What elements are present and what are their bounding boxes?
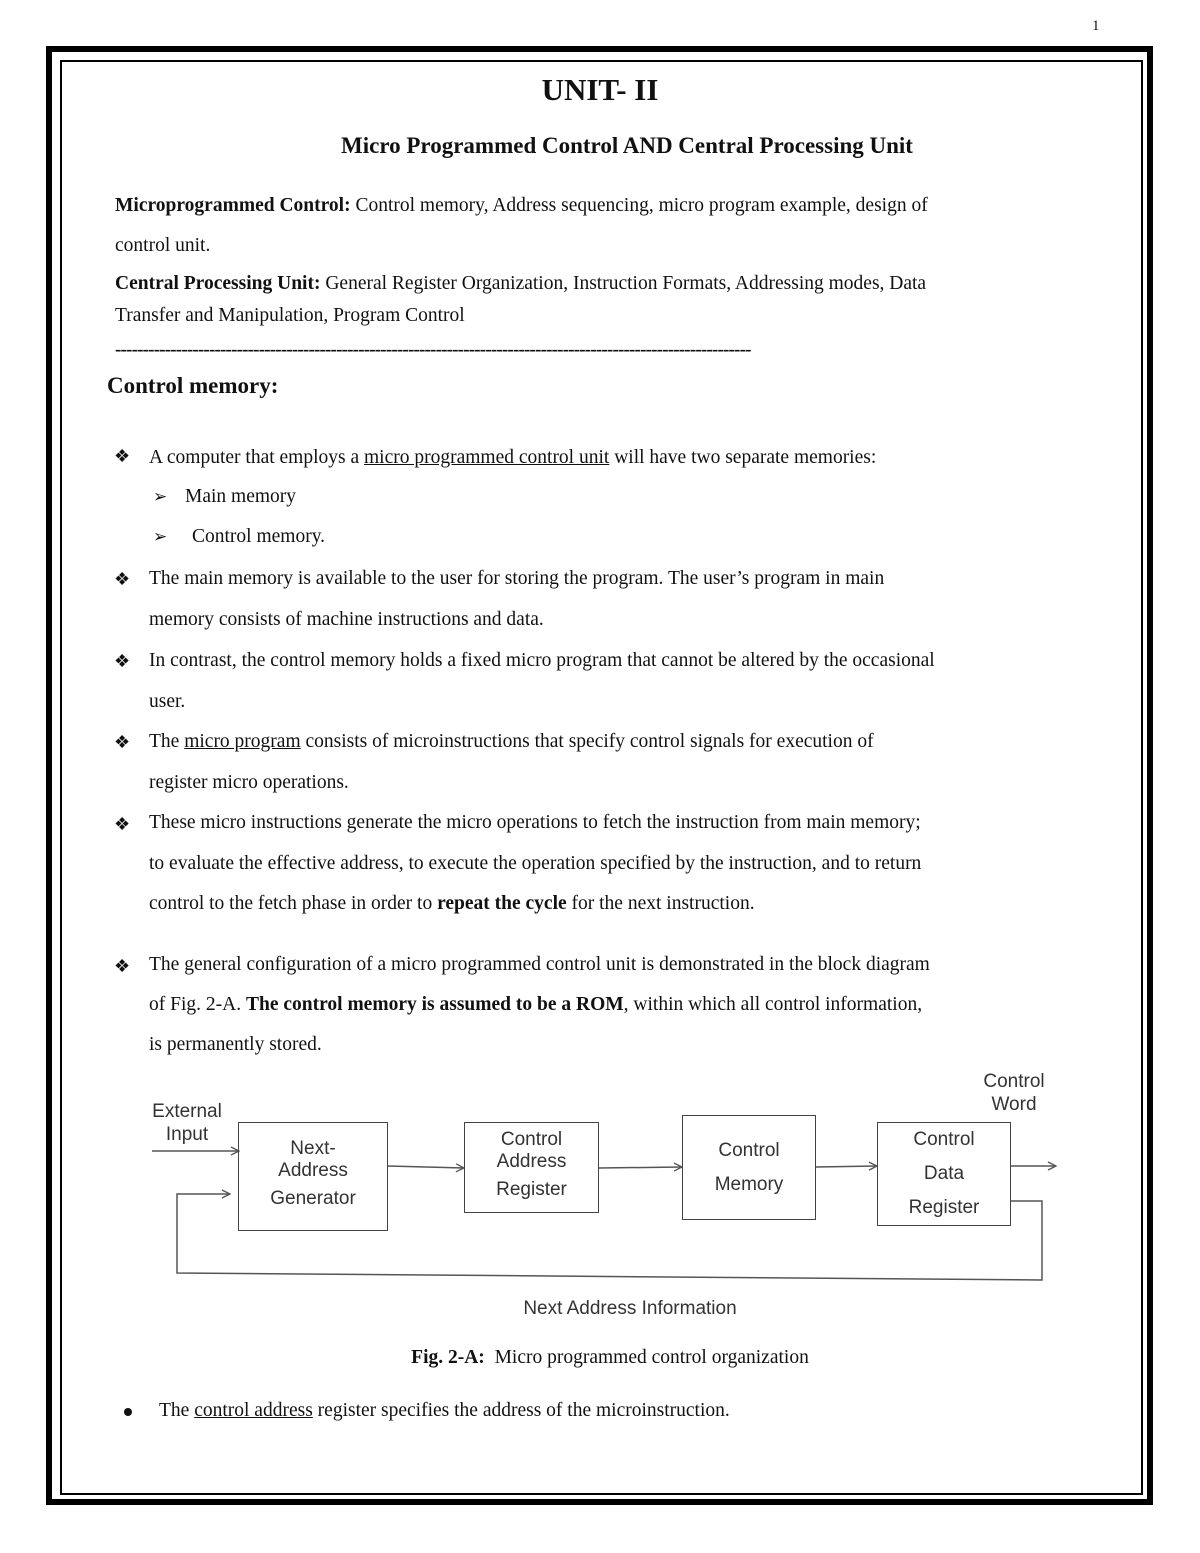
- text: control to the fetch phase in order to: [149, 893, 438, 914]
- control-word-label: [966, 1070, 1062, 1116]
- syllabus-microprogrammed: [115, 186, 1105, 266]
- bullet-paragraph-1: [149, 438, 1102, 479]
- text: In contrast, the control memory holds a fixed micro program that cannot be altered by the occasional: [149, 650, 935, 671]
- next-address-generator-block: [238, 1122, 388, 1231]
- bullet-paragraph-6: [149, 945, 1102, 1065]
- label-line: Control: [983, 1071, 1045, 1092]
- diamond-bullet-icon: ❖: [114, 569, 131, 589]
- text: to evaluate the effective address, to execute the operation specified by the instruction, and to return: [149, 852, 922, 874]
- label-line: Input: [165, 1124, 209, 1145]
- sub-item-control-memory: Control memory.: [192, 526, 326, 547]
- text: memory consists of machine instructions and data.: [149, 608, 544, 630]
- text: register specifies the address of the microinstruction.: [312, 1400, 730, 1421]
- text: These micro instructions generate the micro operations to fetch the instruction from main memory;: [149, 812, 921, 833]
- text: A computer that employs a: [149, 447, 364, 468]
- text: register micro operations.: [149, 771, 349, 793]
- block-line: Memory: [714, 1173, 784, 1195]
- block-line: Control: [718, 1139, 780, 1161]
- bold-phrase: The control memory is assumed to be a ROM: [245, 994, 624, 1015]
- unit-subtitle: Micro Programmed Control AND Central Processing Unit: [341, 133, 913, 158]
- text: will have two separate memories:: [609, 447, 877, 468]
- figure-caption: [0, 1347, 1200, 1369]
- bullet-paragraph-4: [149, 722, 1102, 803]
- text: user.: [149, 690, 186, 712]
- bold-phrase: repeat the cycle: [437, 893, 567, 914]
- block-line: Next-: [290, 1137, 336, 1159]
- sub-item-main-memory: Main memory: [185, 486, 297, 507]
- diamond-bullet-icon: ❖: [114, 446, 131, 466]
- underlined-term: micro programmed control unit: [364, 447, 610, 468]
- bullet-paragraph-5: [149, 803, 1102, 925]
- next-address-information-label: Next Address Information: [523, 1298, 737, 1319]
- block-line: Register: [908, 1197, 980, 1218]
- text: of Fig. 2-A.: [149, 994, 246, 1015]
- syllabus-text: Transfer and Manipulation, Program Control: [115, 305, 465, 326]
- block-line: Control: [500, 1128, 563, 1150]
- arrow-bullet-icon: ➢: [153, 527, 168, 546]
- text: is permanently stored.: [149, 1034, 322, 1055]
- separator-line: -------------------------------------------------------------------------------------------------------------------: [115, 339, 751, 360]
- block-line: Control: [913, 1129, 975, 1150]
- page-number: 1: [1092, 18, 1100, 34]
- text: The general configuration of a micro programmed control unit is demonstrated in the block diagram: [149, 954, 930, 975]
- diamond-bullet-icon: ❖: [114, 732, 131, 752]
- arrow-bullet-icon: ➢: [153, 487, 168, 506]
- text: The main memory is available to the user for storing the program. The user’s program in main: [149, 568, 885, 589]
- underlined-term: control address: [194, 1400, 313, 1421]
- section-heading: Control memory:: [107, 373, 279, 398]
- bullet-paragraph-2: [149, 559, 1102, 640]
- syllabus-cpu: [115, 268, 1105, 332]
- figure-label: Fig. 2-A:: [411, 1347, 485, 1368]
- round-bullet-icon: [124, 1408, 132, 1416]
- control-data-register-block: [877, 1122, 1011, 1226]
- block-line: Generator: [270, 1187, 356, 1209]
- diamond-bullet-icon: ❖: [114, 651, 131, 671]
- label-line: Word: [991, 1094, 1037, 1115]
- control-memory-block: [682, 1115, 816, 1220]
- diamond-bullet-icon: ❖: [114, 956, 131, 976]
- underlined-term: micro program: [184, 731, 301, 752]
- block-line: Data: [923, 1163, 965, 1184]
- syllabus-text: Control memory, Address sequencing, micro program example, design of: [350, 195, 928, 216]
- bullet-paragraph-3: [149, 641, 1102, 722]
- last-bullet-paragraph: [159, 1400, 730, 1422]
- figure-text: Micro programmed control organization: [484, 1347, 809, 1368]
- text: The: [149, 731, 185, 752]
- block-line: Register: [496, 1178, 567, 1200]
- label-line: External: [152, 1101, 222, 1122]
- external-input-label: [132, 1100, 242, 1146]
- block-line: Address: [496, 1150, 567, 1172]
- block-line: Address: [278, 1159, 348, 1181]
- syllabus-label: Microprogrammed Control:: [115, 195, 351, 216]
- syllabus-label: Central Processing Unit:: [115, 273, 321, 294]
- text: The: [159, 1400, 195, 1421]
- block-diagram: [130, 1060, 1070, 1330]
- text: for the next instruction.: [566, 893, 755, 914]
- diamond-bullet-icon: ❖: [114, 814, 131, 834]
- unit-title: UNIT- II: [541, 72, 659, 107]
- syllabus-text: control unit.: [115, 235, 211, 256]
- text: consists of microinstructions that specify control signals for execution of: [300, 731, 874, 752]
- syllabus-text: General Register Organization, Instruction Formats, Addressing modes, Data: [320, 273, 927, 294]
- control-address-register-block: [464, 1122, 599, 1213]
- text: , within which all control information,: [623, 994, 923, 1015]
